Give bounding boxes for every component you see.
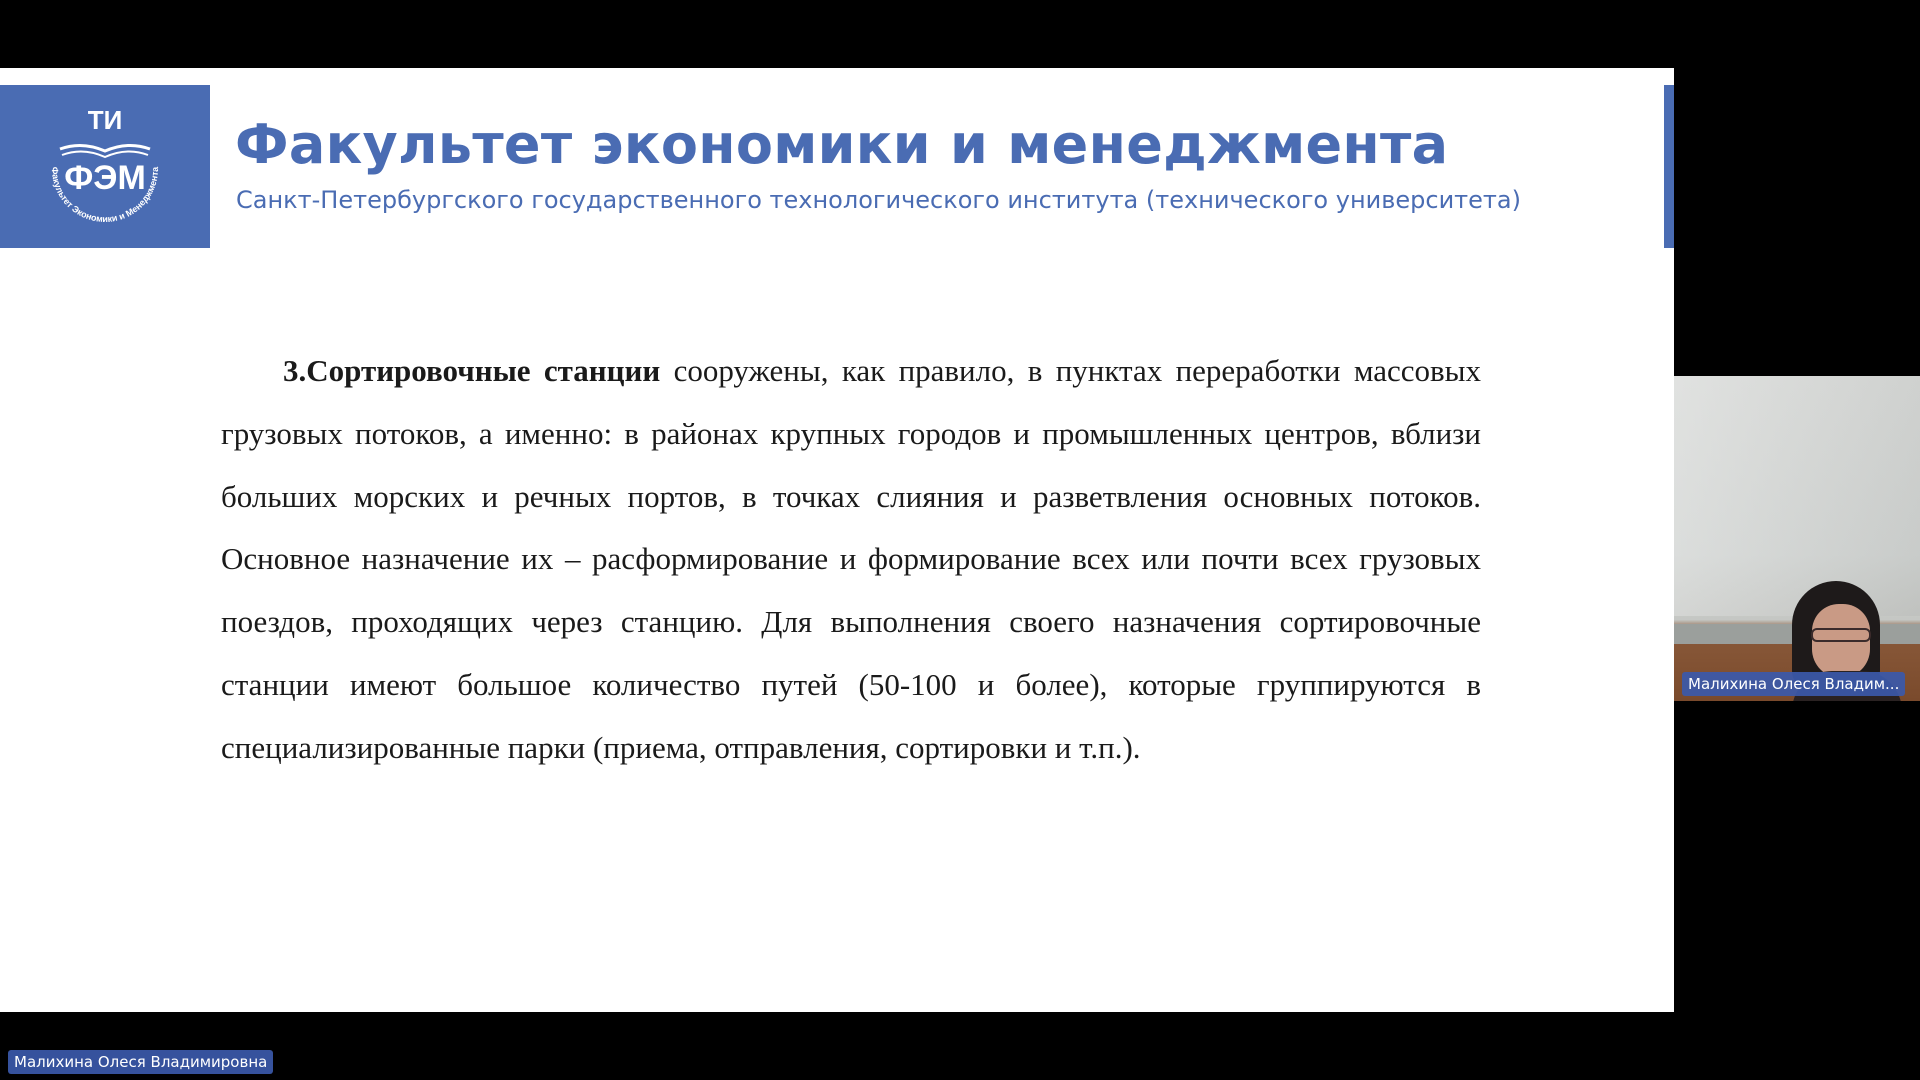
header-accent-bar xyxy=(1664,85,1674,248)
faculty-subtitle: Санкт-Петербургского государственного технологического института (технического университета) xyxy=(236,186,1521,214)
shared-slide xyxy=(0,68,1674,1012)
slide-header xyxy=(0,85,1674,248)
body-bold-lead: 3.Сортировочные станции xyxy=(283,353,661,388)
logo-main-text: ФЭМ xyxy=(64,158,146,197)
fem-emblem-icon xyxy=(30,97,180,237)
logo-top-mark: ТИ xyxy=(87,104,123,135)
faculty-title: Факультет экономики и менеджмента xyxy=(235,113,1449,176)
presenter-name-tag: Малихина Олеся Владимировна xyxy=(8,1050,273,1074)
slide-body-text xyxy=(221,340,1481,780)
video-background xyxy=(1674,376,1920,616)
body-text: сооружены, как правило, в пунктах переработки массовых грузовых потоков, а именно: в районах крупных городов и промышленных центров, вблизи больших морских и речных портов, в точках слияния и разветвления основных потоков. Основное назначение их – расформирование и формирование всех или почти всех грузовых поездов, проходящих через станцию. Для выполнения своего назначения сортировочные станции имеют большое количество путей (50-100 и более), которые группируются в специализированные парки (приема, отправления, сортировки и т.п.). xyxy=(221,353,1482,765)
faculty-logo xyxy=(0,85,210,248)
participant-video-tile[interactable] xyxy=(1674,376,1920,701)
logo-ring-text: Факультет Экономики и Менеджмента xyxy=(49,166,161,224)
participant-name-tag: Малихина Олеся Владим... xyxy=(1682,672,1905,696)
participant-glasses xyxy=(1811,628,1871,642)
